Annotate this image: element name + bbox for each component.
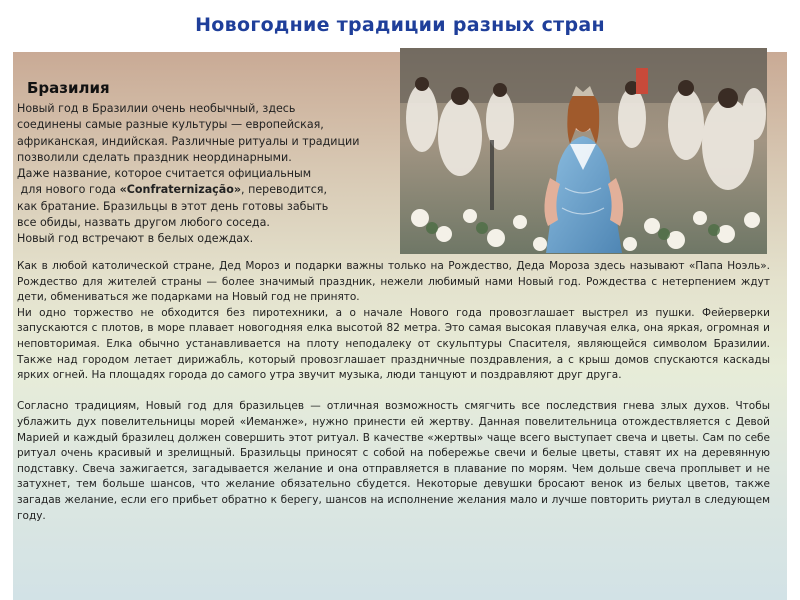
main-text (17, 259, 770, 524)
photo-illustration (400, 48, 767, 254)
intro-text-fragment: для нового года (20, 183, 120, 197)
paragraph-fireworks: Ни одно торжество не обходится без пиротехники, а о начале Нового года провозглашает выстрел из пушки. Фейерверки запускаются с плотов, в море плавает новогодняя елка высотой 82 метра. Это самая высокая плавучая елка, она яркая, огромная и неповторимая. Елка обычно устанавливается на плоту неподалеку от скульптуры Спасителя, являющейся символом Бразилии. Также над городом летает дирижабль, который провозглашает праздничные поздравления, а с крыш домов спускаются каскады ярких огней. На площадях города до самого утра звучит музыка, люди танцуют и поздравляют друг друга. (17, 306, 770, 382)
slide-title: Новогодние традиции разных стран (195, 14, 605, 36)
section-heading-brazil: Бразилия (27, 79, 110, 97)
paragraph-yemanja: Согласно традициям, Новый год для бразильцев — отличная возможность смягчить все последствия гнева злых духов. Чтобы ублажить дух повелительницы морей «Иеманже», нужно принести ей жертву. Данная повелительница отождествляется с Девой Марией и каждый бразилец должен совершить этот ритуал. В качестве «жертвы» чаще всего выступает свеча и цветы. Сам по себе ритуал очень красивый и зрелищный. Бразильцы приносят с собой на побережье свечи и белые цветы, ставят их на деревянную подставку. Свеча зажигается, загадывается желание и она отправляется в плавание по морям. Чем дольше свеча проплывет и не затухнет, тем больше шансов, что желание обязательно сбудется. Некоторые девушки бросают венок из белых цветов, также загадав желание, если его прибьет обратно к берегу, шансов на исполнение желания мало и лучше повторить риутал в следующем году. (17, 400, 770, 522)
intro-line: соединены самые разные культуры — европейская, (17, 118, 324, 132)
intro-line: Даже название, которое считается официальным (17, 167, 312, 181)
intro-line: как братание. Бразильцы в этот день готовы забыть (17, 199, 329, 213)
confraternizacao-term: «Confraternização» (119, 183, 242, 197)
yemanja-festival-photo (400, 48, 767, 254)
intro-line: Новый год в Бразилии очень необычный, здесь (17, 102, 296, 115)
intro-line: африканская, индийская. Различные ритуалы и традиции (17, 134, 360, 148)
intro-line (17, 182, 397, 198)
paragraph-santa: Как в любой католической стране, Дед Мороз и подарки важны только на Рождество, Деда Мороза здесь называют «Папа Ноэль». Рождество для жителей страны — более значимый праздник, нежели любимый нами Новый год. Рождества с нетерпением ждут дети, обмениваться же подарками на Новый год не принято. (17, 260, 770, 304)
intro-line: Новый год встречают в белых одеждах. (17, 232, 254, 246)
intro-line: позволили сделать праздник неординарными. (17, 150, 292, 164)
intro-line: все обиды, назвать другом любого соседа. (17, 216, 270, 230)
intro-text-fragment: , переводится, (241, 183, 327, 197)
intro-text (17, 101, 397, 248)
